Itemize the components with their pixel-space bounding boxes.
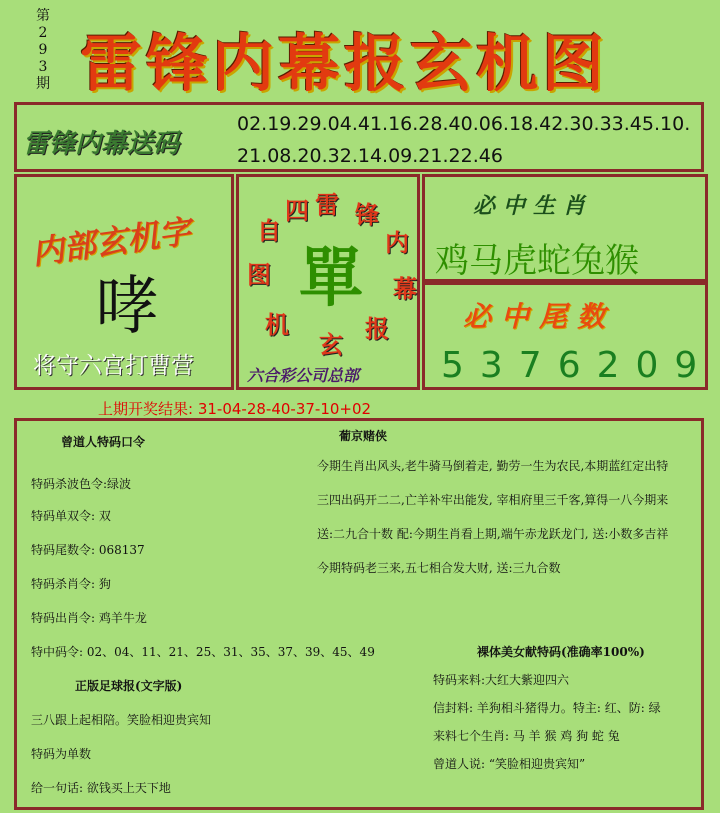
tail-digits-title: 必中尾数 bbox=[463, 300, 616, 333]
right-line: 送:二九合十数 配:今期生肖看上期,端午赤龙跃龙门, 送:小数多吉祥 bbox=[317, 527, 669, 541]
left-line: 特中码令: 02、04、11、21、25、31、35、37、39、45、49 bbox=[31, 645, 375, 659]
right-line: 三四出码开二二,亡羊补牢出能发, 宰相府里三千客,算得一八今期来 bbox=[317, 493, 669, 507]
period-char: 第 bbox=[36, 8, 50, 24]
left-line: 特码杀波色令:绿波 bbox=[31, 477, 132, 491]
ring-char: 机 bbox=[265, 310, 289, 339]
tail-digits-panel bbox=[422, 282, 714, 390]
ring-char: 玄 bbox=[319, 330, 343, 359]
left-line: 特码杀肖令: 狗 bbox=[31, 577, 111, 591]
zodiac-animals: 鸡马虎蛇兔猴 bbox=[435, 241, 639, 281]
left-column-title: 曾道人特码口令 bbox=[61, 435, 146, 449]
ring-char: 雷 bbox=[315, 190, 339, 219]
tail-digits: 5376209 bbox=[441, 345, 714, 386]
right-line: 特码来料:大红大紫迎四六 bbox=[433, 673, 570, 687]
main-text-panel bbox=[14, 418, 704, 810]
left-line: 特码为单数 bbox=[31, 747, 92, 761]
right-column-subtitle: 裸体美女献特码(准确率100%) bbox=[477, 645, 645, 659]
company-footer: 六合彩公司总部 bbox=[247, 366, 360, 385]
odd-even-character: 單 bbox=[299, 241, 363, 316]
zodiac-panel bbox=[422, 174, 708, 282]
left-column-subtitle: 正版足球报(文字版) bbox=[75, 679, 183, 693]
codes-line-2: 21.08.20.32.14.09.21.22.46 bbox=[237, 145, 503, 167]
left-line: 特码单双令: 双 bbox=[31, 509, 111, 523]
period-label bbox=[30, 8, 56, 93]
period-char: 期 bbox=[36, 76, 50, 92]
codes-label: 雷锋内幕送码 bbox=[23, 129, 180, 159]
last-result: 上期开奖结果: 31-04-28-40-37-10+02 bbox=[98, 400, 372, 418]
right-line: 今期特码老三来,五七相合发大财, 送:三九合数 bbox=[317, 561, 561, 575]
odd-even-panel bbox=[236, 174, 420, 390]
right-line: 曾道人说: “笑脸相迎贵宾知” bbox=[433, 757, 586, 771]
left-line: 三八跟上起相陪。笑脸相迎贵宾知 bbox=[31, 713, 212, 727]
right-line: 信封料: 羊狗相斗猪得力。特主: 红、防: 绿 bbox=[433, 701, 661, 715]
right-line: 来料七个生肖: 马 羊 猴 鸡 狗 蛇 兔 bbox=[433, 729, 620, 743]
left-line: 给一句话: 欲钱买上天下地 bbox=[31, 781, 171, 795]
ring-char: 图 bbox=[247, 260, 271, 289]
ring-char: 四 bbox=[285, 196, 309, 225]
codes-line-1: 02.19.29.04.41.16.28.40.06.18.42.30.33.45.10. bbox=[237, 113, 691, 135]
period-char: 3 bbox=[38, 59, 48, 75]
period-char: 9 bbox=[38, 42, 48, 58]
secret-word-panel bbox=[14, 174, 234, 390]
secret-character: 哮 bbox=[95, 270, 159, 344]
left-line: 特码出肖令: 鸡羊牛龙 bbox=[31, 611, 147, 625]
ring-char: 内 bbox=[385, 228, 409, 257]
period-char: 2 bbox=[38, 25, 48, 41]
ring-char: 锋 bbox=[355, 200, 379, 229]
ring-char: 自 bbox=[257, 216, 281, 245]
right-line: 今期生肖出风头,老牛骑马倒着走, 勤劳一生为农民,本期蓝红定出特 bbox=[317, 459, 669, 473]
left-line: 特码尾数令: 068137 bbox=[31, 543, 145, 557]
right-column-title: 葡京赌侠 bbox=[339, 429, 388, 443]
zodiac-title: 必中生肖 bbox=[473, 193, 594, 219]
secret-word-title: 内部玄机字 bbox=[29, 212, 194, 272]
ring-char: 幕 bbox=[393, 274, 417, 303]
codes-panel bbox=[14, 102, 704, 172]
ring-char: 报 bbox=[365, 314, 389, 343]
secret-phrase: 将守六宫打曹营 bbox=[33, 353, 194, 379]
page-title: 雷锋内幕报玄机图 bbox=[80, 27, 609, 100]
